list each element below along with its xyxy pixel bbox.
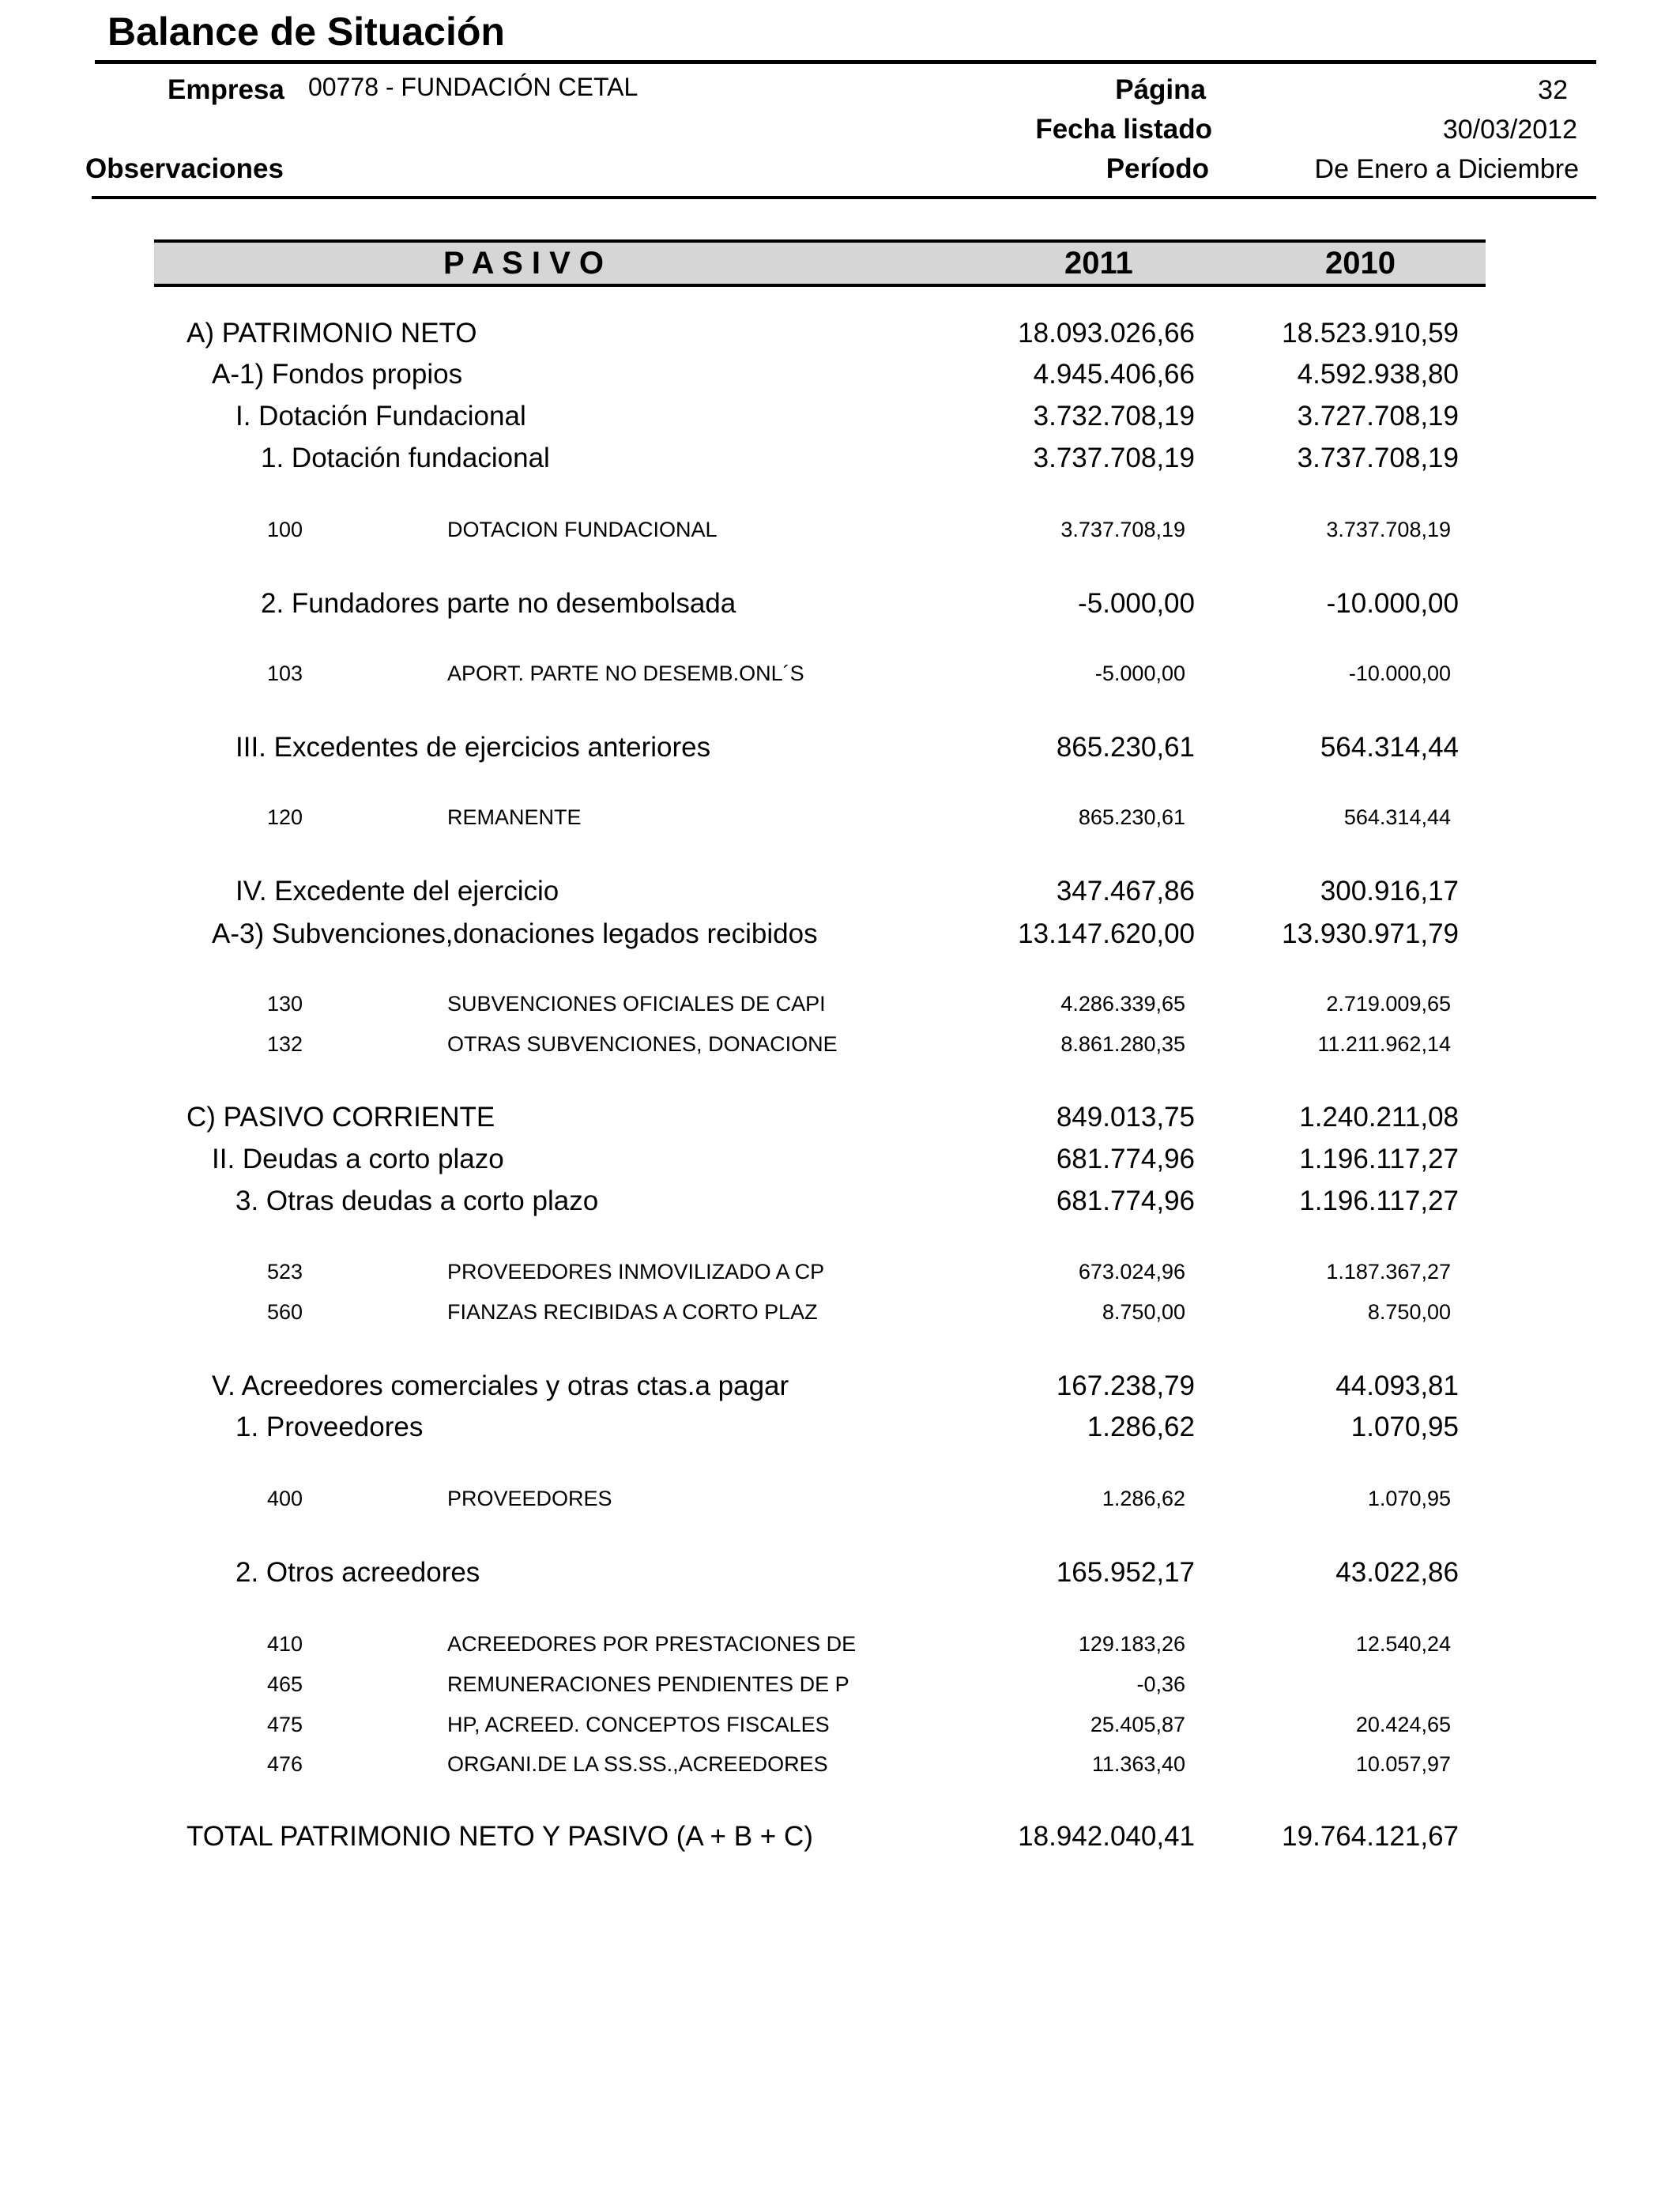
amount-2011: 3.737.708,19 <box>1060 518 1185 541</box>
balance-line <box>0 917 1680 952</box>
account-name: ORGANI.DE LA SS.SS.,ACREEDORES <box>447 1752 828 1776</box>
account-line <box>0 1630 1680 1658</box>
amount-2010: 12.540,24 <box>1355 1632 1451 1656</box>
amount-2010: 11.211.962,14 <box>1317 1032 1451 1056</box>
account-name: OTRAS SUBVENCIONES, DONACIONE <box>447 1032 838 1056</box>
account-line <box>0 1257 1680 1286</box>
account-code: 410 <box>267 1632 303 1656</box>
account-line <box>0 1298 1680 1326</box>
account-name: ACREEDORES POR PRESTACIONES DE <box>447 1632 857 1656</box>
amount-2010: 13.930.971,79 <box>1282 918 1459 949</box>
account-name: APORT. PARTE NO DESEMB.ONL´S <box>447 662 804 685</box>
account-code: 100 <box>267 518 303 541</box>
account-line <box>0 515 1680 544</box>
amount-2011: 681.774,96 <box>1056 1144 1195 1174</box>
amount-2010: 10.057,97 <box>1355 1752 1451 1776</box>
amount-2011: 347.467,86 <box>1056 876 1195 907</box>
table-header-band <box>154 239 1486 287</box>
amount-2011: 681.774,96 <box>1056 1186 1195 1216</box>
balance-line <box>0 1410 1680 1445</box>
amount-2010: 3.737.708,19 <box>1297 443 1459 473</box>
balance-line <box>0 316 1680 351</box>
balance-line <box>0 1369 1680 1404</box>
account-line <box>0 990 1680 1018</box>
line-label: III. Excedentes de ejercicios anteriores <box>235 732 711 763</box>
amount-2011: 4.286.339,65 <box>1060 992 1185 1016</box>
amount-2011: 1.286,62 <box>1087 1412 1195 1442</box>
report-title: Balance de Situación <box>107 9 505 54</box>
amount-2011: 1.286,62 <box>1102 1487 1185 1510</box>
fecha-listado-value: 30/03/2012 <box>1442 115 1577 145</box>
balance-line <box>0 1142 1680 1177</box>
amount-2010: -10.000,00 <box>1348 662 1451 685</box>
amount-2010: 44.093,81 <box>1335 1370 1459 1401</box>
pagina-label: Página <box>1115 74 1206 105</box>
line-label: 2. Fundadores parte no desembolsada <box>261 588 736 619</box>
year-2011-heading: 2011 <box>1064 246 1133 281</box>
amount-2010: 300.916,17 <box>1320 876 1459 907</box>
account-code: 523 <box>267 1260 303 1284</box>
amount-2010: 4.592.938,80 <box>1297 359 1459 390</box>
account-code: 103 <box>267 662 303 685</box>
amount-2010: 564.314,44 <box>1343 805 1451 829</box>
balance-line <box>0 1184 1680 1219</box>
amount-2011: 4.945.406,66 <box>1033 359 1195 390</box>
balance-line <box>0 1100 1680 1135</box>
line-label: TOTAL PATRIMONIO NETO Y PASIVO (A + B + C) <box>186 1821 813 1852</box>
line-label: IV. Excedente del ejercicio <box>235 876 559 907</box>
observaciones-label: Observaciones <box>85 153 284 184</box>
periodo-value: De Enero a Diciembre <box>1314 154 1579 184</box>
line-label: 1. Dotación fundacional <box>261 443 550 473</box>
periodo-label: Período <box>1106 153 1209 184</box>
empresa-value: 00778 - FUNDACIÓN CETAL <box>308 73 638 101</box>
amount-2010: 43.022,86 <box>1335 1557 1459 1588</box>
amount-2010: -10.000,00 <box>1326 588 1459 619</box>
amount-2011: 129.183,26 <box>1078 1632 1185 1656</box>
amount-2011: 673.024,96 <box>1078 1260 1185 1284</box>
amount-2010: 1.187.367,27 <box>1326 1260 1451 1284</box>
account-name: PROVEEDORES INMOVILIZADO A CP <box>447 1260 825 1284</box>
amount-2011: 167.238,79 <box>1056 1370 1195 1401</box>
amount-2010: 8.750,00 <box>1367 1300 1451 1324</box>
amount-2011: 165.952,17 <box>1056 1557 1195 1588</box>
amount-2010: 1.196.117,27 <box>1299 1144 1459 1174</box>
amount-2011: 8.750,00 <box>1102 1300 1185 1324</box>
account-line <box>0 1670 1680 1698</box>
amount-2010: 18.523.910,59 <box>1282 318 1459 349</box>
amount-2011: 849.013,75 <box>1056 1102 1195 1133</box>
amount-2011: 13.147.620,00 <box>1018 918 1195 949</box>
amount-2011: 3.732.708,19 <box>1033 401 1195 432</box>
account-code: 400 <box>267 1487 303 1510</box>
amount-2011: 865.230,61 <box>1056 732 1195 763</box>
account-line <box>0 1030 1680 1058</box>
account-line <box>0 1750 1680 1778</box>
account-code: 475 <box>267 1713 303 1736</box>
amount-2011: 11.363,40 <box>1091 1752 1185 1776</box>
line-label: 1. Proveedores <box>235 1412 424 1442</box>
amount-2010: 3.727.708,19 <box>1297 401 1459 432</box>
line-label: A-1) Fondos propios <box>212 359 463 390</box>
account-line <box>0 1710 1680 1739</box>
account-line <box>0 659 1680 688</box>
account-name: PROVEEDORES <box>447 1487 612 1510</box>
balance-line <box>0 357 1680 392</box>
title-rule <box>95 60 1596 64</box>
amount-2011: 25.405,87 <box>1090 1713 1185 1736</box>
account-code: 132 <box>267 1032 303 1056</box>
account-code: 120 <box>267 805 303 829</box>
amount-2010: 1.240.211,08 <box>1299 1102 1459 1133</box>
amount-2011: -5.000,00 <box>1094 662 1185 685</box>
account-code: 560 <box>267 1300 303 1324</box>
amount-2011: 865.230,61 <box>1078 805 1185 829</box>
account-name: FIANZAS RECIBIDAS A CORTO PLAZ <box>447 1300 818 1324</box>
account-name: REMUNERACIONES PENDIENTES DE P <box>447 1672 849 1696</box>
line-label: 3. Otras deudas a corto plazo <box>235 1186 599 1216</box>
balance-line <box>0 399 1680 434</box>
balance-line <box>0 1555 1680 1590</box>
section-heading: P A S I V O <box>443 246 605 281</box>
line-label: 2. Otros acreedores <box>235 1557 480 1588</box>
line-label: A-3) Subvenciones,donaciones legados recibidos <box>212 918 818 949</box>
account-line <box>0 1484 1680 1513</box>
fecha-listado-label: Fecha listado <box>1035 114 1212 145</box>
account-name: SUBVENCIONES OFICIALES DE CAPI <box>447 992 826 1016</box>
amount-2011: -0,36 <box>1136 1672 1185 1696</box>
pagina-value: 32 <box>1538 75 1568 105</box>
line-label: C) PASIVO CORRIENTE <box>186 1102 495 1133</box>
amount-2011: -5.000,00 <box>1078 588 1195 619</box>
header-rule <box>92 196 1596 199</box>
account-name: REMANENTE <box>447 805 582 829</box>
amount-2010: 564.314,44 <box>1320 732 1459 763</box>
line-label: II. Deudas a corto plazo <box>212 1144 504 1174</box>
balance-line <box>0 1819 1680 1854</box>
amount-2011: 3.737.708,19 <box>1033 443 1195 473</box>
empresa-label: Empresa <box>168 74 284 105</box>
amount-2010: 1.070,95 <box>1350 1412 1459 1442</box>
balance-line <box>0 586 1680 621</box>
account-name: HP, ACREED. CONCEPTOS FISCALES <box>447 1713 830 1736</box>
account-name: DOTACION FUNDACIONAL <box>447 518 718 541</box>
amount-2011: 18.942.040,41 <box>1018 1821 1195 1852</box>
balance-line <box>0 874 1680 909</box>
account-code: 476 <box>267 1752 303 1776</box>
amount-2010: 20.424,65 <box>1355 1713 1451 1736</box>
account-code: 465 <box>267 1672 303 1696</box>
amount-2010: 2.719.009,65 <box>1326 992 1451 1016</box>
line-label: I. Dotación Fundacional <box>235 401 526 432</box>
amount-2010: 1.196.117,27 <box>1299 1186 1459 1216</box>
account-line <box>0 803 1680 831</box>
balance-line <box>0 730 1680 765</box>
amount-2011: 8.861.280,35 <box>1060 1032 1185 1056</box>
amount-2011: 18.093.026,66 <box>1018 318 1195 349</box>
year-2010-heading: 2010 <box>1325 246 1396 281</box>
amount-2010: 3.737.708,19 <box>1326 518 1451 541</box>
line-label: V. Acreedores comerciales y otras ctas.a pagar <box>212 1370 789 1401</box>
account-code: 130 <box>267 992 303 1016</box>
amount-2010: 19.764.121,67 <box>1282 1821 1459 1852</box>
line-label: A) PATRIMONIO NETO <box>186 318 477 349</box>
balance-line <box>0 441 1680 476</box>
amount-2010: 1.070,95 <box>1367 1487 1451 1510</box>
